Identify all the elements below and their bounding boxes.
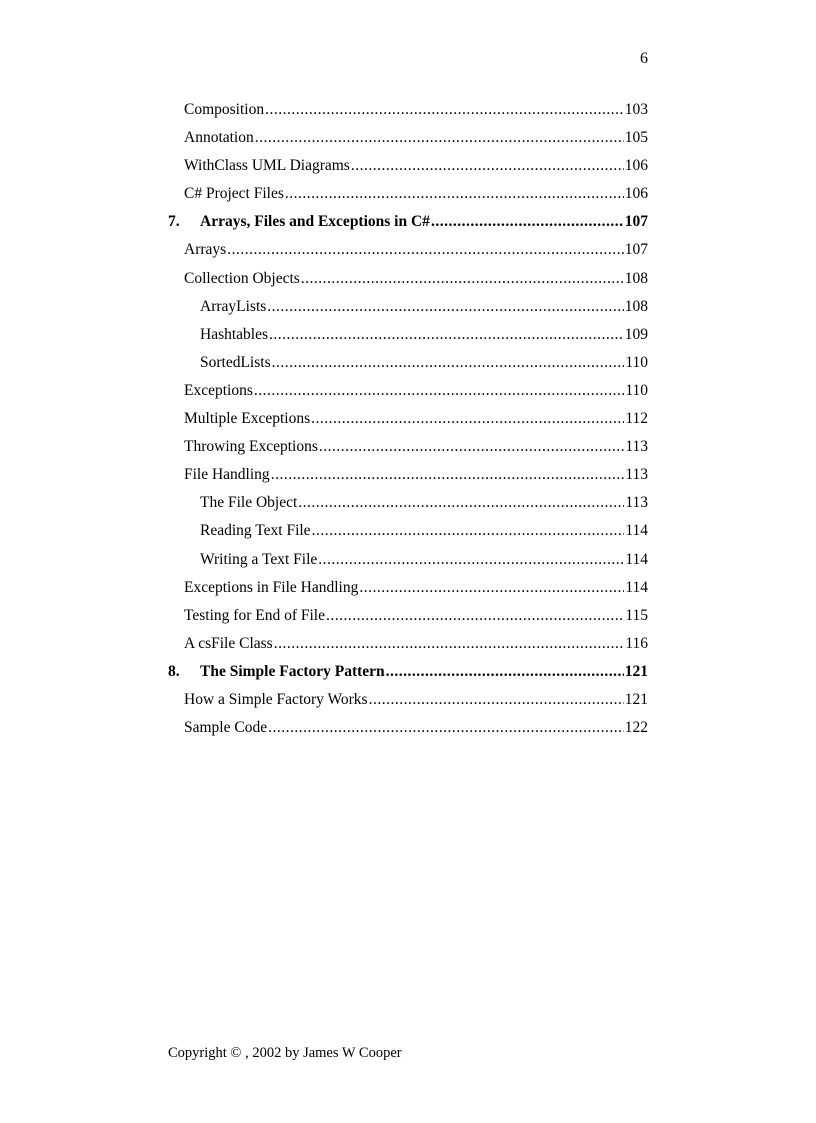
toc-entry-title: File Handling	[184, 466, 270, 484]
toc-entry-title: Composition	[184, 101, 265, 118]
copyright-footer: Copyright © , 2002 by James W Cooper	[168, 1045, 402, 1061]
toc-entry-page: 103	[624, 101, 648, 118]
dot-leader	[318, 550, 624, 570]
toc-section-entry[interactable]	[168, 297, 648, 325]
toc-entry-page: 106	[624, 157, 648, 175]
dot-leader	[271, 465, 625, 485]
toc-section-entry[interactable]	[168, 493, 648, 521]
toc-entry-title: C# Project Files	[184, 185, 284, 203]
toc-entry-page: 110	[625, 353, 648, 371]
dot-leader	[255, 128, 624, 148]
toc-entry-page: 116	[625, 634, 648, 652]
toc-section-entry[interactable]	[168, 634, 648, 662]
dot-leader	[298, 493, 624, 513]
toc-section-entry[interactable]	[168, 269, 648, 297]
dot-leader	[369, 690, 624, 710]
toc-section-entry[interactable]	[168, 437, 648, 465]
toc-entry-page: 107	[624, 241, 648, 259]
dot-leader	[254, 381, 624, 401]
toc-entry-page: 122	[624, 719, 648, 737]
toc-entry-page: 105	[624, 129, 648, 147]
dot-leader	[386, 662, 624, 682]
toc-section-entry[interactable]	[168, 156, 648, 184]
toc-entry-page: 106	[624, 185, 648, 203]
toc-section-entry[interactable]	[168, 521, 648, 549]
toc-entry-title: Throwing Exceptions	[184, 438, 318, 456]
toc-section-entry[interactable]	[168, 353, 648, 381]
toc-section-entry[interactable]	[168, 578, 648, 606]
toc-entry-title: Hashtables	[200, 325, 269, 343]
toc-entry-title: SortedLists	[200, 353, 271, 371]
toc-entry-title: Writing a Text File	[200, 550, 318, 568]
dot-leader	[265, 100, 624, 120]
dot-leader	[272, 353, 625, 373]
toc-entry-page: 121	[624, 690, 648, 708]
toc-entry-title: Exceptions in File Handling	[184, 578, 359, 596]
dot-leader	[431, 212, 624, 232]
dot-leader	[268, 718, 624, 738]
toc-entry-page: 107	[624, 213, 648, 231]
toc-entry-title: Collection Objects	[184, 269, 300, 287]
toc-entry-page: 114	[625, 578, 648, 596]
dot-leader	[311, 409, 624, 429]
table-of-contents	[168, 100, 648, 746]
toc-section-entry[interactable]	[168, 718, 648, 746]
dot-leader	[351, 156, 624, 176]
toc-entry-title: A csFile Class	[184, 634, 273, 652]
toc-section-entry[interactable]	[168, 240, 648, 268]
toc-entry-title: The File Object	[200, 494, 298, 512]
toc-entry-title: Multiple Exceptions	[184, 410, 311, 428]
toc-entry-page: 110	[625, 381, 648, 399]
page-number: 6	[640, 50, 648, 67]
dot-leader	[301, 269, 624, 289]
toc-section-entry[interactable]	[168, 465, 648, 493]
toc-entry-page: 121	[624, 662, 648, 680]
dot-leader	[227, 240, 624, 260]
toc-entry-page: 114	[625, 550, 648, 568]
toc-section-entry[interactable]	[168, 409, 648, 437]
toc-entry-title: Arrays, Files and Exceptions in C#	[200, 213, 430, 231]
dot-leader	[359, 578, 624, 598]
toc-entry-page: 115	[625, 606, 648, 624]
toc-section-entry[interactable]	[168, 128, 648, 156]
toc-section-entry[interactable]	[168, 184, 648, 212]
dot-leader	[326, 606, 624, 626]
toc-section-entry[interactable]	[168, 550, 648, 578]
dot-leader	[274, 634, 625, 654]
toc-chapter-entry[interactable]	[168, 662, 648, 690]
toc-entry-title: Sample Code	[184, 719, 268, 737]
toc-entry-title: ArrayLists	[200, 297, 267, 315]
dot-leader	[312, 521, 625, 541]
toc-section-entry[interactable]	[168, 690, 648, 718]
toc-entry-page: 109	[624, 325, 648, 343]
chapter-number: 8.	[168, 662, 180, 680]
toc-entry-title: The Simple Factory Pattern	[200, 662, 385, 680]
toc-entry-title: Reading Text File	[200, 522, 311, 540]
toc-entry-page: 113	[625, 438, 648, 456]
toc-section-entry[interactable]	[168, 100, 648, 128]
chapter-number: 7.	[168, 213, 180, 231]
toc-entry-title: How a Simple Factory Works	[184, 690, 368, 708]
toc-entry-title: Arrays	[184, 241, 227, 259]
toc-section-entry[interactable]	[168, 381, 648, 409]
toc-entry-page: 112	[625, 410, 648, 428]
dot-leader	[319, 437, 624, 457]
toc-entry-page: 113	[625, 494, 648, 512]
dot-leader	[267, 297, 623, 317]
toc-entry-title: Testing for End of File	[184, 606, 325, 624]
toc-entry-page: 114	[625, 522, 648, 540]
toc-entry-page: 113	[625, 466, 648, 484]
toc-entry-title: Annotation	[184, 129, 254, 147]
toc-entry-title: WithClass UML Diagrams	[184, 157, 350, 175]
toc-section-entry[interactable]	[168, 606, 648, 634]
toc-entry-title: Exceptions	[184, 381, 253, 399]
toc-section-entry[interactable]	[168, 325, 648, 353]
toc-chapter-entry[interactable]	[168, 212, 648, 240]
dot-leader	[285, 184, 624, 204]
toc-entry-page: 108	[624, 269, 648, 287]
toc-entry-page: 108	[624, 297, 648, 315]
dot-leader	[269, 325, 624, 345]
